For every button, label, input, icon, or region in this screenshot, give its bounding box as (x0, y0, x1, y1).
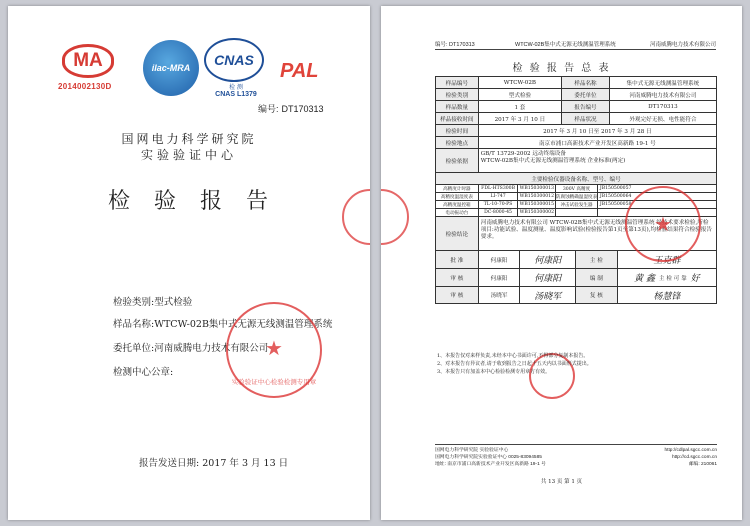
equipment-cell (555, 209, 597, 216)
sign-role: 审 核 (436, 287, 478, 303)
footer-line (435, 454, 717, 461)
footer-text: 地址: 南京市浦口高新技术产业开发区高新路 19-1 号 (435, 462, 546, 467)
basis-line: GB/T 13729-2002 远动终端设备 (480, 151, 566, 157)
table-value: 外观完好无损、电性能符合 (609, 113, 716, 124)
equipment-header: 主要检验仪器设备名称、型号、编号 (436, 173, 716, 184)
table-row (436, 172, 716, 184)
table-row (436, 112, 716, 124)
header-company: 河南威腾电力技术有限公司 (649, 42, 716, 48)
page-header (435, 40, 716, 50)
cma-logo (58, 44, 120, 91)
official-seal (226, 302, 322, 398)
equipment-cell: 300V 高精度 (555, 185, 597, 192)
handwritten-signature: 何康阳 (519, 251, 575, 268)
table-row (436, 124, 716, 136)
page-title: 检验报告 (107, 189, 292, 214)
sign-name: 何康阳 (478, 251, 520, 268)
org-name: 国网电力科学研究院 (121, 132, 257, 146)
table-label: 样品接收时间 (436, 113, 478, 124)
table-value: 2017 年 3 月 10 日 (478, 113, 561, 124)
footer-link[interactable]: http://cd.sgcc.com.cn (671, 455, 717, 460)
report-number-label: 编号: (258, 104, 279, 114)
table-label: 检验地点 (436, 137, 478, 148)
send-date-label: 报告发送日期: (139, 458, 200, 469)
equipment-cell: 冲击试验发生器 (555, 201, 597, 208)
table-row (436, 148, 716, 172)
basis-cell (478, 149, 716, 172)
report-cover-page (8, 6, 370, 520)
sign-role: 批 准 (436, 251, 478, 268)
equipment-cell: LI-747 (478, 193, 518, 200)
table-row (436, 76, 716, 88)
report-summary-page (381, 6, 742, 520)
table-value: 1 套 (478, 101, 561, 112)
table-row (436, 100, 716, 112)
header-number: 编号: DT170313 (435, 42, 475, 48)
table-value: 型式检验 (478, 89, 561, 100)
footer-line (435, 461, 717, 468)
equipment-cell: WB150300013 (517, 185, 555, 192)
table-value: WTCW-02B (478, 77, 561, 88)
equipment-cell: 防腐蚀精确温湿度表 (555, 194, 597, 200)
report-number-value: DT170313 (281, 104, 324, 114)
handwritten-signature: 黄 鑫 (634, 274, 655, 284)
header-product: WTCW-02B集中式无源无线测温管理系统 (515, 42, 616, 48)
equipment-cell: 高精度温湿度表 (440, 194, 473, 200)
test-type-field (113, 297, 192, 309)
sample-name-value: WTCW-02B集中式无源无线测温管理系统 (154, 319, 333, 330)
cma-number: 2014002130D (58, 82, 112, 91)
handwritten-signature: 好 (690, 274, 700, 284)
equipment-cell: WB150300012 (517, 193, 555, 200)
signature-row (436, 286, 716, 304)
cnas-number: CNAS L1379 (215, 91, 257, 98)
cma-mark: MA (62, 44, 114, 78)
summary-title: 检 验 报 告 总 表 (512, 63, 611, 74)
table-label: 委托单位 (561, 89, 609, 100)
client-label: 委托单位: (113, 343, 155, 354)
handwritten-signature: 王克群 (617, 251, 716, 268)
seal-field (113, 367, 173, 379)
cnas-sub: 检 测 (229, 85, 243, 91)
footer-text: 国网电力科学研究院实验验证中心 0025-83094585 (435, 455, 542, 460)
notes (437, 352, 717, 376)
table-label: 检验结论 (436, 217, 478, 250)
table-value: 南京市浦口高新技术产业开发区高新路 19-1 号 (478, 137, 716, 148)
equipment-cell: FDL-HTS300B (478, 185, 518, 192)
equipment-cell: 电动振动台 (445, 210, 469, 216)
client-value: 河南威腾电力技术有限公司 (154, 343, 269, 354)
cnas-logo (204, 38, 268, 98)
table-label: 检验类别 (436, 89, 478, 100)
equipment-cell: TL-10-70-PS (478, 201, 518, 208)
sign-role: 主 检 可 靠 (658, 275, 687, 282)
equipment-cell: JB150500058 (597, 201, 716, 208)
footer-link[interactable]: http://cdlpal.sgcc.com.cn (664, 448, 717, 453)
table-label: 样品名称 (561, 77, 609, 88)
table-label: 样品编号 (436, 77, 478, 88)
sign-name: 何康阳 (478, 269, 520, 286)
equipment-cell: 高精度计时器 (443, 186, 471, 192)
basis-line: WTCW-02B集中式无源无线测温管理系统 企业标准(两定) (480, 158, 626, 164)
seal-label: 检测中心公章: (113, 367, 174, 378)
table-label: 报告编号 (561, 101, 609, 112)
equipment-cell: WB150300015 (517, 201, 555, 208)
equipment-cell: 高精度温控箱 (443, 202, 471, 208)
signature-row (436, 268, 716, 286)
sample-name-label: 样品名称: (113, 319, 155, 330)
seal-star-icon: ★ (265, 336, 283, 360)
footer-line (435, 447, 717, 454)
table-row (436, 88, 716, 100)
sign-name: 汤晓军 (478, 287, 520, 303)
table-value: 河南威腾电力技术有限公司 (609, 89, 716, 100)
equipment-cell: WB150300002 (517, 209, 555, 216)
sign-role: 复 核 (575, 287, 617, 303)
pal-logo: PAL (280, 60, 319, 82)
test-type-value: 型式检验 (154, 297, 193, 308)
org-center: 实验验证中心 (140, 148, 237, 162)
table-value: DT170313 (609, 101, 716, 112)
note-line: 1、本报告仅对来样负责,未经本中心书面许可,不得部分复制本报告。 (437, 353, 589, 359)
official-seal (625, 186, 701, 262)
report-number (258, 102, 324, 115)
sign-role: 主 检 (575, 251, 617, 268)
footer-text: 邮编: 210061 (688, 462, 717, 467)
table-label: 检验时间 (436, 125, 478, 136)
cnas-mark: CNAS (204, 38, 264, 82)
footer-text: 国网电力科学研究院 实验验证中心 (435, 448, 509, 453)
handwritten-signature: 何康阳 (519, 269, 575, 286)
test-type-label: 检验类别: (113, 297, 155, 308)
seal-text: 实验验证中心检验检测专用章 (231, 378, 317, 386)
handwritten-signature: 杨慧锋 (617, 287, 716, 303)
send-date (139, 455, 288, 469)
conclusion-value: 河南威腾电力技术有限公司 WTCW-02B集中式无源无线测温管理系统 经技术要求检验,所检项目:功能试验、温度测量、温度影响试验(检验报告第1页至第13页),均检验结果符合检验报告要求。 (478, 217, 716, 250)
seam-seal-right (381, 189, 409, 245)
note-line: 2、对本报告有异议者,请于收到报告之日起十五天内以书面形式提出。 (437, 361, 592, 367)
seal-star-icon: ★ (654, 212, 672, 236)
note-line: 3、本报告只有加盖本中心检验检测专用章方有效。 (437, 369, 551, 375)
equipment-cell: JB150500057 (597, 185, 716, 192)
table-label: 样品状况 (561, 113, 609, 124)
table-value: 集中式无源无线测温管理系统 (609, 77, 716, 88)
table-label: 样品数量 (436, 101, 478, 112)
ilac-mra-logo: ilac-MRA (143, 40, 199, 96)
sign-role: 审 核 (436, 269, 478, 286)
table-value: 2017 年 3 月 10 日至 2017 年 3 月 28 日 (478, 125, 716, 136)
handwritten-signature: 汤晓军 (519, 287, 575, 303)
equipment-cell: DC-8000-45 (478, 209, 518, 216)
page-footer (435, 444, 717, 468)
accreditation-logos (8, 40, 370, 120)
send-date-value: 2017 年 3 月 13 日 (202, 458, 289, 469)
sign-role: 编 制 (575, 269, 617, 286)
table-label: 检验依据 (436, 149, 478, 172)
table-row (436, 136, 716, 148)
page-number: 共 13 页 第 1 页 (540, 479, 583, 485)
sign-pair (617, 269, 716, 286)
equipment-cell: JB150500064 (597, 193, 716, 200)
